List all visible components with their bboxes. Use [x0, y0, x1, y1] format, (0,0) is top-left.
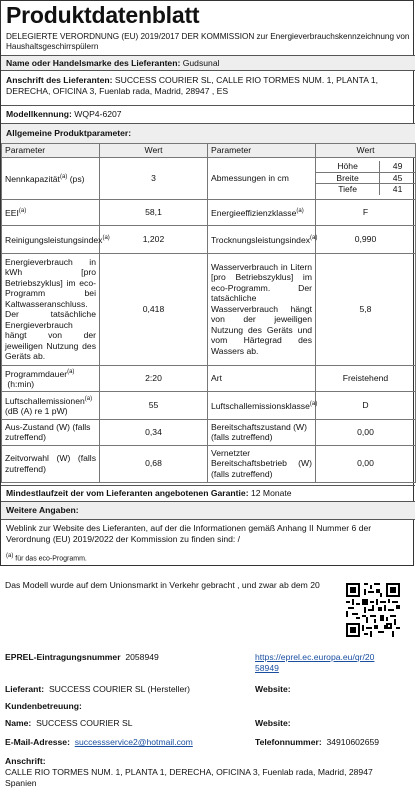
footnote-marker: (a) [84, 395, 93, 402]
capacity-label: Nennkapazität [5, 173, 60, 184]
energy-consumption-label: Energieverbrauch in kWh [pro Betriebszyklus] im eco-Programm bei Kaltwasseranschluss. Der tatsächliche Energieverbrauch hängt von der jeweiligen Nutzung des Geräts ab. [2, 253, 100, 365]
footnote-marker: (a) [18, 207, 27, 214]
market-placement-text: Das Modell wurde auf dem Unionsmarkt in Verkehr gebracht , und zwar ab dem 20 [5, 580, 320, 590]
footnote-marker: (a) [296, 207, 304, 214]
phone-label: Telefonnummer: [255, 737, 322, 747]
dimensions-cell [316, 157, 416, 199]
general-params-label: Allgemeine Produktparameter: [6, 128, 132, 138]
address-label: Anschrift: [5, 756, 46, 766]
clean-label: Reinigungsleistungsindex [5, 234, 103, 245]
standby-label: Bereitschaftszustand (W) (falls zutreffend) [208, 419, 316, 445]
capacity-unit: (ps) [69, 173, 85, 184]
name-label: Name: [5, 718, 32, 728]
supplier-address-value: SUCCESS COURIER SL, CALLE RIO TORMES NUM. 1, PLANTA 1, DERECHA, OFICINA 3, Fuenlab rada, Madrid, 28947 , ES [6, 75, 379, 96]
program-duration-unit: (h:min) [7, 378, 35, 389]
model-value: WQP4-6207 [74, 109, 122, 119]
further-info-row [1, 501, 415, 519]
footnote-marker: (a) [67, 368, 75, 375]
noise-label: Luftschallemissionen [5, 395, 85, 406]
table-row [2, 365, 416, 391]
type-value: Freistehend [316, 365, 416, 391]
clean-value: 1,202 [100, 225, 208, 253]
noise-class-value: D [316, 391, 416, 419]
delay-start-label: Zeitvorwahl (W) (falls zutreffend) [2, 445, 100, 482]
eprel-link[interactable] [255, 652, 374, 674]
table-row [2, 199, 416, 225]
table-row [2, 157, 416, 199]
address-value: CALLE RIO TORMES NUM. 1, PLANTA 1, DERECHA, OFICINA 3, Fuenlab rada, Madrid, 28947 Spanien [5, 767, 373, 788]
type-label: Art [208, 365, 316, 391]
customer-service-label: Kundenbetreuung: [5, 701, 82, 711]
dry-label-cell [208, 225, 316, 253]
model-label: Modellkennung: [6, 109, 72, 119]
supplier-address-label: Anschrift des Lieferanten: [6, 75, 113, 85]
warranty-row [1, 485, 415, 501]
eff-class-value: F [316, 199, 416, 225]
supplier-value: SUCCESS COURIER SL (Hersteller) [48, 684, 190, 694]
footnote-text: für das eco-Programm. [15, 555, 87, 563]
dimension-row [316, 184, 415, 195]
off-mode-label: Aus-Zustand (W) (falls zutreffend) [2, 419, 100, 445]
header-value-2: Wert [316, 144, 416, 158]
standby-value: 0,00 [316, 419, 416, 445]
phone-value: 34910602659 [326, 737, 380, 747]
noise-unit: (dB (A) re 1 pW) [5, 405, 68, 416]
eff-class-label-cell [208, 199, 316, 225]
eei-value: 58,1 [100, 199, 208, 225]
capacity-label-cell [2, 157, 100, 199]
supplier-name-label: Name oder Handelsmarke des Lieferanten: [6, 58, 181, 68]
table-row [2, 253, 416, 365]
dry-value: 0,990 [316, 225, 416, 253]
dimension-value: 45 [392, 172, 403, 183]
dimension-row [316, 161, 415, 172]
dimension-name: Breite [316, 172, 380, 184]
phone-line [255, 737, 379, 748]
supplier-name-row [1, 55, 415, 70]
regulation-text: DELEGIERTE VERORDNUNG (EU) 2019/2017 DER KOMMISSION zur Energieverbrauchskennzeichnung von Haushaltsgeschirrspülern [6, 32, 410, 51]
footnote [6, 553, 87, 562]
eei-label-cell [2, 199, 100, 225]
supplier-address-row [1, 70, 415, 105]
program-duration-value: 2:20 [100, 365, 208, 391]
dimension-value: 49 [392, 161, 403, 172]
footnote-marker: (a) [59, 173, 68, 180]
email-link[interactable]: successservice2@hotmail.com [74, 737, 193, 747]
general-params-row [1, 123, 415, 143]
dimension-row [316, 172, 415, 184]
clean-label-cell [2, 225, 110, 253]
water-consumption-label: Wasserverbrauch in Litern [pro Betriebszyklus] im eco-Programm. Der tatsächliche Wasserverbrauch hängt von der jeweiligen Nutzung des Geräts und vom Härtegrad des Wassers ab. [208, 253, 316, 365]
header-parameter-2: Parameter [208, 144, 316, 158]
dimensions-table [316, 161, 415, 195]
footnote-marker: (a) [309, 400, 318, 407]
eprel-link-line-2[interactable]: 58949 [255, 663, 279, 673]
further-info-text-row [1, 519, 415, 550]
website-label-1: Website: [255, 684, 291, 694]
dimension-value: 41 [392, 184, 403, 195]
eprel-value: 2058949 [125, 652, 159, 662]
off-mode-value: 0,34 [100, 419, 208, 445]
capacity-value: 3 [100, 157, 208, 199]
supplier-line [5, 684, 190, 695]
further-info-text: Weblink zur Website des Lieferanten, auf der die Informationen gemäß Anhang II Nummer 6 der Verordnung (EU) 2019/2022 der Kommission zu finden sind: / [6, 523, 372, 544]
program-duration-label: Programmdauer [5, 368, 68, 379]
header-value-1: Wert [100, 144, 208, 158]
energy-consumption-value: 0,418 [100, 253, 208, 365]
dimensions-label: Abmessungen in cm [208, 157, 316, 199]
eprel-number [5, 652, 159, 663]
email-label: E-Mail-Adresse: [5, 737, 70, 747]
warranty-value: 12 Monate [250, 488, 292, 498]
table-header-row [2, 144, 416, 158]
table-row [2, 391, 416, 419]
eei-label: EEI [5, 207, 19, 218]
noise-cell [2, 391, 100, 419]
footnote-marker: (a) [310, 234, 318, 241]
model-row [1, 105, 415, 123]
water-consumption-value: 5,8 [316, 253, 416, 365]
noise-value: 55 [100, 391, 208, 419]
delay-start-value: 0,68 [100, 445, 208, 482]
service-name-line [5, 718, 133, 729]
name-value: SUCCESS COURIER SL [36, 718, 133, 728]
noise-class-label: Luftschallemissionsklasse [211, 400, 310, 411]
table-row [2, 225, 416, 253]
further-info-label: Weitere Angaben: [6, 505, 79, 515]
footnote-marker: (a) [102, 234, 110, 241]
page-title: Produktdatenblatt [6, 2, 200, 28]
header-parameter-1: Parameter [2, 144, 100, 158]
eprel-label: EPREL-Eintragungsnummer [5, 652, 121, 662]
website-label-2: Website: [255, 718, 291, 728]
dry-label: Trocknungsleistungsindex [211, 234, 311, 245]
qr-code-icon [346, 583, 400, 637]
networked-standby-label: Vernetzter Bereitschaftsbetrieb (W) (falls zutreffend) [208, 445, 316, 482]
eprel-link-line-1[interactable]: https://eprel.ec.europa.eu/qr/20 [255, 652, 375, 662]
dimension-name: Höhe [316, 161, 380, 172]
table-row [2, 419, 416, 445]
dimension-name: Tiefe [316, 184, 380, 195]
warranty-label: Mindestlaufzeit der vom Lieferanten angebotenen Garantie: [6, 488, 249, 498]
supplier-name-value: Gudsunal [182, 58, 220, 68]
table-row [2, 445, 416, 482]
supplier-label: Lieferant: [5, 684, 45, 694]
noise-class-cell [208, 391, 316, 419]
email-line [5, 737, 193, 748]
footnote-marker: (a) [6, 553, 14, 559]
parameter-table [1, 143, 416, 483]
networked-standby-value: 0,00 [316, 445, 416, 482]
program-duration-cell [2, 365, 100, 391]
eff-class-label: Energieeffizienzklasse [211, 207, 297, 218]
